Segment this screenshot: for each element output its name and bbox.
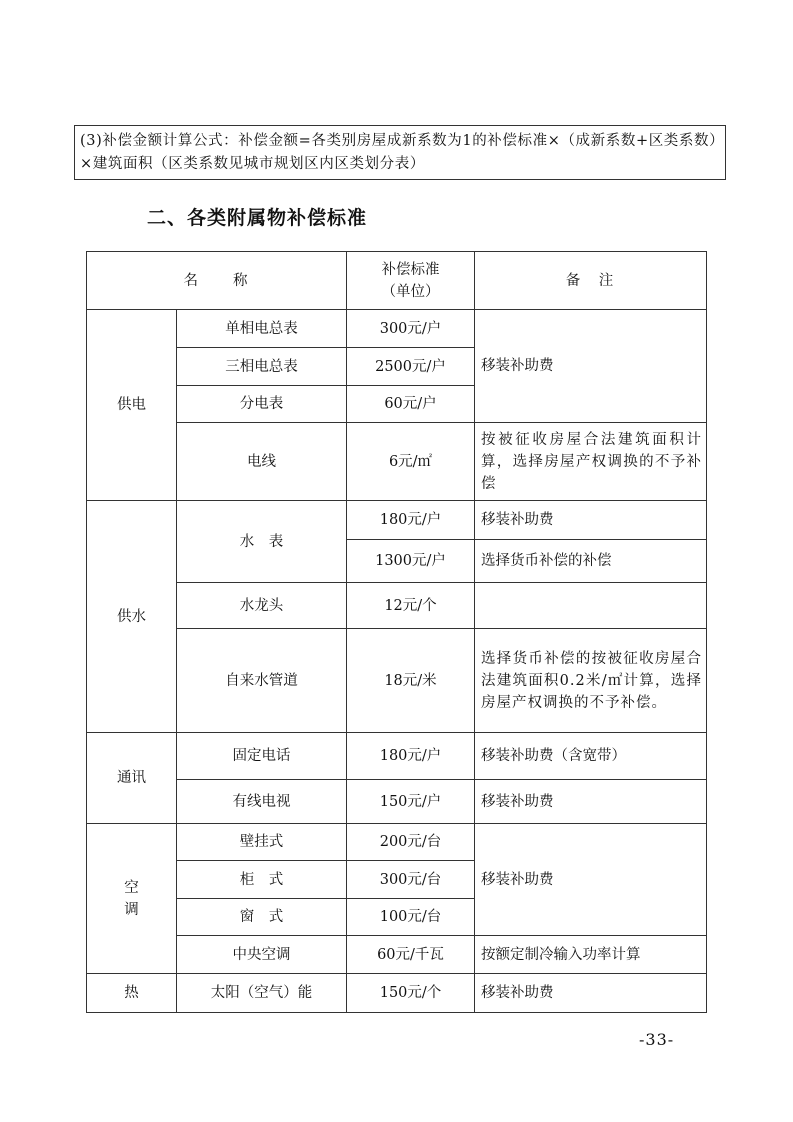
table-row: [87, 501, 707, 540]
header-standard-line2: （单位）: [381, 283, 440, 300]
item-standard: 60元/千瓦: [347, 936, 475, 974]
category-power: 供电: [87, 310, 177, 501]
item-name: 电线: [177, 423, 347, 501]
item-name: 自来水管道: [177, 629, 347, 733]
item-standard: 300元/台: [347, 861, 475, 899]
header-name: 名 称: [87, 252, 347, 310]
item-standard: 180元/户: [347, 733, 475, 780]
item-name: 水龙头: [177, 583, 347, 629]
formula-box: [74, 125, 726, 180]
category-heat: 热: [87, 974, 177, 1013]
table-row: [87, 583, 707, 629]
item-note: 移装补助费: [475, 974, 707, 1013]
item-note: 选择货币补偿的补偿: [475, 540, 707, 583]
table-row: [87, 733, 707, 780]
item-standard: 6元/㎡: [347, 423, 475, 501]
category-ac-line1: 空: [124, 879, 139, 896]
item-name: 水 表: [177, 501, 347, 583]
item-name: 固定电话: [177, 733, 347, 780]
item-note: 移装补助费: [475, 780, 707, 824]
item-name: 分电表: [177, 386, 347, 423]
table-row: [87, 310, 707, 348]
formula-text: (3)补偿金额计算公式：补偿金额=各类别房屋成新系数为1的补偿标准×（成新系数+区类系数）×建筑面积（区类系数见城市规划区内区类划分表）: [80, 133, 717, 172]
category-water: 供水: [87, 501, 177, 733]
item-standard: 100元/台: [347, 899, 475, 936]
item-note: 按被征收房屋合法建筑面积计算，选择房屋产权调换的不予补偿: [475, 423, 707, 501]
section-title: 二、各类附属物补偿标准: [147, 207, 368, 229]
item-note: 移装补助费: [475, 824, 707, 936]
item-standard: 18元/米: [347, 629, 475, 733]
item-name: 中央空调: [177, 936, 347, 974]
item-name: 三相电总表: [177, 348, 347, 386]
category-ac: [87, 824, 177, 974]
table-row: [87, 780, 707, 824]
table-row: [87, 936, 707, 974]
item-name: 柜 式: [177, 861, 347, 899]
item-name: 壁挂式: [177, 824, 347, 861]
header-note: 备 注: [475, 252, 707, 310]
item-name: 太阳（空气）能: [177, 974, 347, 1013]
item-standard: 300元/户: [347, 310, 475, 348]
item-standard: 180元/户: [347, 501, 475, 540]
table-row: [87, 423, 707, 501]
header-standard-line1: 补偿标准: [381, 261, 440, 278]
item-standard: 12元/个: [347, 583, 475, 629]
item-standard: 200元/台: [347, 824, 475, 861]
item-standard: 150元/户: [347, 780, 475, 824]
compensation-table: [86, 251, 707, 1013]
category-ac-line2: 调: [124, 901, 139, 918]
table-row: [87, 629, 707, 733]
item-note: 选择货币补偿的按被征收房屋合法建筑面积0.2米/㎡计算，选择房屋产权调换的不予补偿。: [475, 629, 707, 733]
item-name: 窗 式: [177, 899, 347, 936]
table-row: [87, 824, 707, 861]
item-note: 按额定制冷输入功率计算: [475, 936, 707, 974]
item-standard: 2500元/户: [347, 348, 475, 386]
item-note: 移装补助费: [475, 310, 707, 423]
table-row: [87, 974, 707, 1013]
item-standard: 60元/户: [347, 386, 475, 423]
item-note: [475, 583, 707, 629]
item-note: 移装补助费（含宽带）: [475, 733, 707, 780]
item-name: 有线电视: [177, 780, 347, 824]
item-note: 移装补助费: [475, 501, 707, 540]
header-standard: [347, 252, 475, 310]
item-standard: 150元/个: [347, 974, 475, 1013]
table-header-row: [87, 252, 707, 310]
item-name: 单相电总表: [177, 310, 347, 348]
page-number: -33-: [639, 1030, 675, 1049]
item-standard: 1300元/户: [347, 540, 475, 583]
category-comm: 通讯: [87, 733, 177, 824]
